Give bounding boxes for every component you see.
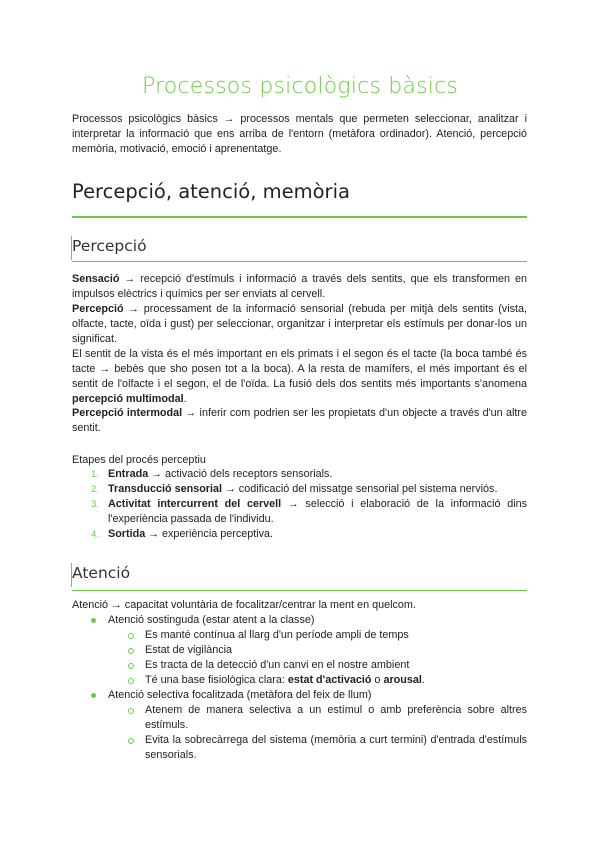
base-end: . (421, 674, 425, 686)
etapa-text: → codificació del missatge sensorial pel sistema nerviós. (222, 483, 498, 495)
sub-bullet-circle (128, 708, 134, 714)
list-number: 1. (91, 469, 99, 480)
sub-list-item: Es manté contínua al llarg d'un període ampli de temps (145, 629, 409, 641)
multimodal-end: . (183, 393, 187, 405)
etapa-term: Entrada (108, 468, 149, 480)
atencio-definition: Atenció → capacitat voluntària de focalitzar/centrar la ment en quelcom. (72, 599, 416, 611)
etapa-text: → experiència perceptiva. (145, 528, 274, 540)
list-item (108, 527, 273, 542)
list-number: 2. (91, 484, 99, 495)
etapa-text: → selecció i elaboració de la informació dins l'experiència passada de l'individu. (108, 498, 528, 525)
sub-list-item: Es tracta de la detecció d'un canvi en el nostre ambient (145, 659, 410, 671)
subheading-percepcio: Percepció (72, 237, 147, 255)
section-heading-percepcio-atencio-memoria: Percepció, atenció, memòria (72, 180, 350, 203)
subheading-underline (72, 261, 527, 262)
sensacio-text: → recepció d'estímuls i informació a través dels sentits, que els transformen en impulsos elèctrics i químics per ser enviats al cervell. (72, 273, 527, 300)
page-title: Processos psicològics bàsics (141, 74, 459, 99)
sub-bullet-circle (128, 738, 134, 744)
subheading-underline (72, 590, 527, 591)
vista-text: El sentit de la vista és el més important en els primats i el segon és el tacte (la boca també és tacte → bebès que sho posen tot a la boca). A la resta de mamífers, el més important és el sentit de l'olfacte i el segon, el de l'oïda. La fusió dels dos sentits més importants s'anomena (72, 348, 527, 390)
base-term-arousal: arousal (383, 674, 422, 686)
list-item: Atenció selectiva focalitzada (metàfora del feix de llum) (108, 689, 372, 701)
list-number: 4. (91, 529, 99, 540)
base-mid: o (371, 674, 384, 686)
intermodal-paragraph (72, 406, 527, 436)
intermodal-term: Percepció intermodal (72, 407, 183, 419)
bullet-dot (91, 693, 96, 698)
percepcio-term: Percepció (72, 303, 124, 315)
etapes-label: Etapes del procés perceptiu (72, 454, 206, 466)
sub-bullet-circle (128, 648, 134, 654)
sensacio-paragraph (72, 272, 527, 302)
sensacio-term: Sensació (72, 273, 120, 285)
section-heading-underline (72, 216, 527, 218)
subheading-atencio: Atenció (72, 564, 131, 582)
sub-list-item (145, 673, 425, 688)
base-term-activacio: estat d'activació (287, 674, 372, 686)
sub-list-item: Evita la sobrecàrrega del sistema (memòria a curt termini) d'entrada d'estímuls sensorials. (145, 734, 527, 761)
sub-list-item: Atenem de manera selectiva a un estímul o amb preferència sobre altres estímuls. (145, 704, 527, 731)
percepcio-text: → processament de la informació sensorial (rebuda per mitjà dels sentits (vista, olfacte, tacte, oïda i gust) per seleccionar, organitzar i interpretar els estímuls per donar-los un significat. (72, 303, 527, 345)
base-pre: Té una base fisiològica clara: (145, 674, 288, 686)
sub-bullet-circle (128, 663, 134, 669)
sub-list-item: Estat de vigilància (145, 644, 233, 656)
list-item (108, 497, 527, 527)
etapa-term: Sortida (108, 528, 146, 540)
etapa-term: Transducció sensorial (108, 483, 223, 495)
intro-paragraph: Processos psicològics bàsics → processos mentals que permeten seleccionar, analitzar i interpretar la informació que ens arriba de l'entorn (metàfora ordinador). Atenció, percepció memòria, motivació, emoció i aprenentatge. (72, 113, 527, 155)
sub-bullet-circle (128, 633, 134, 639)
list-number: 3. (91, 499, 99, 510)
list-item: Atenció sostinguda (estar atent a la classe) (108, 614, 315, 626)
multimodal-term: percepció multimodal (72, 393, 184, 405)
etapa-term: Activitat intercurrent del cervell (108, 498, 282, 510)
percepcio-paragraph (72, 302, 527, 347)
sub-bullet-circle (128, 678, 134, 684)
list-item (108, 482, 497, 497)
bullet-dot (91, 618, 96, 623)
list-item (108, 467, 332, 482)
intermodal-text: → inferir com podrien ser les propietats d'un objecte a través d'un altre sentit. (72, 407, 527, 434)
etapa-text: → activació dels receptors sensorials. (148, 468, 333, 480)
vista-paragraph (72, 347, 527, 407)
